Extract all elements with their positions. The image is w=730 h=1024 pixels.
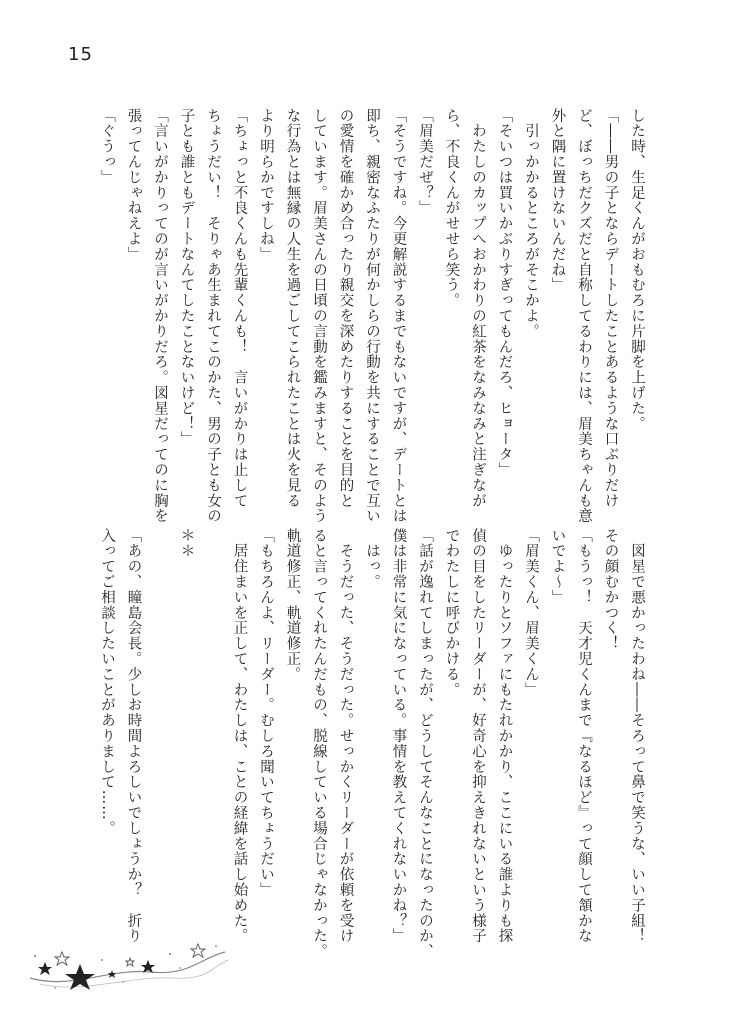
text-line: 入ってご相談したいことがありまして……。 — [99, 528, 115, 836]
text-line: 「もちろんよ、リーダー。むしろ聞いてちょうだい」 — [258, 528, 274, 898]
text-line: ＊＊ — [178, 528, 195, 559]
text-block-top — [94, 108, 651, 528]
star-swirl-ornament-icon — [20, 938, 230, 998]
text-line: 「言いがかりってのが言いがかりだろ。図星だってのに胸を — [152, 108, 168, 524]
text-line: より明らかですしね」 — [258, 108, 274, 262]
text-line: した時、生足くんがおもむろに片脚を上げた。 — [629, 108, 645, 432]
text-line: 「ちょっと不良くんも先輩くんも！ 言いがかりは止して — [231, 108, 248, 509]
text-line: 「眉美だぜ？」 — [417, 108, 433, 216]
page-number: 15 — [68, 44, 93, 65]
text-line: 子とも誰ともデートなんてしたことないけど！」 — [178, 108, 195, 447]
text-line: はっ。 — [364, 528, 380, 590]
text-line: ら、不良くんがせせら笑う。 — [443, 108, 460, 309]
text-line — [147, 528, 174, 928]
text-line: 「眉美くん、眉美くん」 — [523, 528, 539, 698]
text-line: 「そうですね。今更解説するまでもないですが、デートとは — [390, 108, 407, 524]
text-line: 軌道修正、軌道修正。 — [284, 528, 301, 682]
text-block-bottom — [94, 528, 651, 960]
text-line: その顔むかつく！ — [602, 528, 619, 652]
text-line: 外と隅に置けないんだね」 — [549, 108, 566, 293]
text-line: でわたしに呼びかける。 — [443, 528, 460, 698]
text-line: ちょうだい！ そりゃあ生まれてこのかた、男の子とも女の — [205, 108, 221, 524]
text-line: ゆったりとソファにもたれかかり、ここにいる誰よりも探 — [496, 528, 513, 944]
text-line: 「ぐうっ」 — [99, 108, 115, 185]
text-line: 居住まいを正して、わたしは、ことの経緯を話し始めた。 — [231, 528, 248, 944]
text-line: いでよ～」 — [549, 528, 566, 605]
text-line: 偵の目をしたリーダーが、好奇心を抑えきれないという様子 — [470, 528, 486, 944]
text-line: 「もうっ！ 天才児くんまで『なるほど』って顔して頷かな — [576, 528, 592, 944]
text-line: 「――男の子とならデートしたことあるような口ぶりだけ — [602, 108, 619, 509]
text-line: ると言ってくれたんだもの、脱線している場合じゃなかった。 — [311, 528, 327, 960]
text-line: 「あの、瞳島会長。少しお時間よろしいでしょうか？ 折り — [125, 528, 142, 944]
text-line: 張ってんじゃねえよ」 — [125, 108, 142, 262]
text-line: 「話が逸れてしまったが、どうしてそんなことになったのか、 — [417, 528, 433, 960]
text-line: 「そいつは買いかぶりすぎってもんだろ、ヒョータ」 — [496, 108, 513, 478]
text-line: そうだった、そうだった。せっかくリーダーが依頼を受け — [337, 528, 354, 944]
text-line — [200, 528, 227, 928]
text-line: の愛情を確かめ合ったり親交を深めたりすることを目的と — [337, 108, 354, 509]
text-line: 僕は非常に気になっている。事情を教えてくれないかね？」 — [390, 528, 407, 944]
text-line: しています。眉美さんの日頃の言動を鑑みますと、そのよう — [311, 108, 327, 524]
text-line: 引っかかるところがそこかよ。 — [523, 108, 539, 339]
text-line: ど、ぼっちだクズだと自称してるわりには、眉美ちゃんも意 — [576, 108, 592, 524]
text-line: 即ち、親密なふたりが何かしらの行動を共にすることで互い — [364, 108, 380, 524]
text-line: わたしのカップへおかわりの紅茶をなみなみと注ぎなが — [470, 108, 486, 509]
text-line: な行為とは無縁の人生を過ごしてこられたことは火を見る — [284, 108, 301, 509]
text-line: 図星で悪かったわね――そろって鼻で笑うな、いい子組！ — [629, 528, 645, 944]
